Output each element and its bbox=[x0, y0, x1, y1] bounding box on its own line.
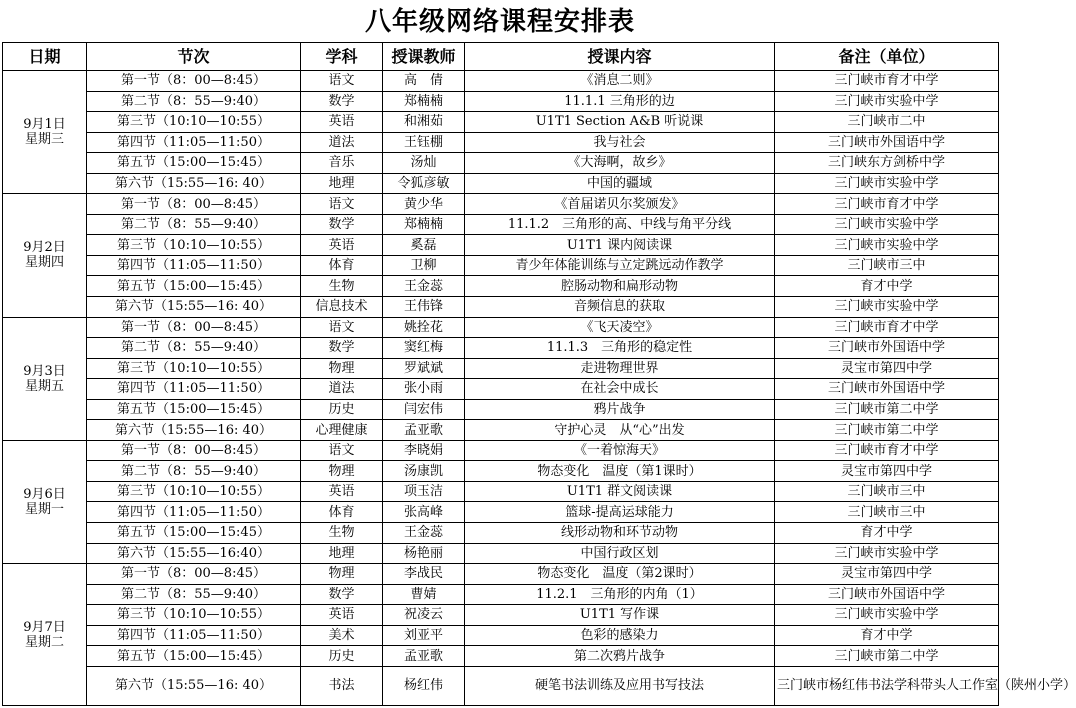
subject-cell: 历史 bbox=[301, 399, 383, 420]
subject-cell: 道法 bbox=[301, 379, 383, 400]
content-cell: 《大海啊，故乡》 bbox=[465, 153, 775, 174]
subject-cell: 地理 bbox=[301, 543, 383, 564]
page-title: 八年级网络课程安排表 bbox=[364, 7, 635, 37]
content-cell: U1T1 群文阅读课 bbox=[465, 481, 775, 502]
subject-cell: 语文 bbox=[301, 317, 383, 338]
teacher-cell: 杨红伟 bbox=[383, 666, 465, 705]
note-cell: 灵宝市第四中学 bbox=[775, 358, 999, 379]
note-cell: 三门峡市外国语中学 bbox=[775, 379, 999, 400]
subject-cell: 音乐 bbox=[301, 153, 383, 174]
date-cell bbox=[3, 317, 87, 440]
subject-cell: 心理健康 bbox=[301, 420, 383, 441]
teacher-cell: 王伟锋 bbox=[383, 297, 465, 318]
table-row bbox=[3, 666, 999, 705]
content-cell: 鸦片战争 bbox=[465, 399, 775, 420]
teacher-cell: 刘亚平 bbox=[383, 625, 465, 646]
subject-cell: 数学 bbox=[301, 338, 383, 359]
content-cell: 篮球-提高运球能力 bbox=[465, 502, 775, 523]
content-cell: 《一着惊海天》 bbox=[465, 440, 775, 461]
period-cell: 第四节（11:05—11:50） bbox=[87, 379, 301, 400]
content-cell: 11.1.1 三角形的边 bbox=[465, 91, 775, 112]
content-cell: 11.1.3 三角形的稳定性 bbox=[465, 338, 775, 359]
table-row bbox=[3, 91, 999, 112]
period-cell: 第三节（10:10—10:55） bbox=[87, 112, 301, 133]
content-cell: 守护心灵 从“心”出发 bbox=[465, 420, 775, 441]
note-cell: 三门峡市实验中学 bbox=[775, 543, 999, 564]
teacher-cell: 窦红梅 bbox=[383, 338, 465, 359]
table-row bbox=[3, 153, 999, 174]
date-label: 9月1日 bbox=[23, 117, 66, 133]
content-cell: 《飞天凌空》 bbox=[465, 317, 775, 338]
table-row bbox=[3, 605, 999, 626]
table-row bbox=[3, 543, 999, 564]
period-cell: 第四节（11:05—11:50） bbox=[87, 502, 301, 523]
teacher-cell: 令狐彦敏 bbox=[383, 173, 465, 194]
period-cell: 第三节（10:10—10:55） bbox=[87, 358, 301, 379]
period-cell: 第四节（11:05—11:50） bbox=[87, 625, 301, 646]
date-cell bbox=[3, 564, 87, 706]
table-row bbox=[3, 71, 999, 92]
note-cell: 三门峡市外国语中学 bbox=[775, 338, 999, 359]
header-date: 日期 bbox=[3, 43, 87, 71]
note-cell: 三门峡市育才中学 bbox=[775, 71, 999, 92]
teacher-cell: 孟亚歌 bbox=[383, 646, 465, 667]
weekday-label: 星期三 bbox=[24, 132, 64, 148]
table-row bbox=[3, 338, 999, 359]
teacher-cell: 和湘茹 bbox=[383, 112, 465, 133]
date-cell bbox=[3, 440, 87, 563]
table-row bbox=[3, 317, 999, 338]
subject-cell: 历史 bbox=[301, 646, 383, 667]
teacher-cell: 姚拴花 bbox=[383, 317, 465, 338]
content-cell: U1T1 Section A&B 听说课 bbox=[465, 112, 775, 133]
schedule-body bbox=[3, 71, 1076, 706]
period-cell: 第二节（8：55—9:40） bbox=[87, 214, 301, 235]
subject-cell: 英语 bbox=[301, 112, 383, 133]
subject-cell: 信息技术 bbox=[301, 297, 383, 318]
teacher-cell: 卫柳 bbox=[383, 255, 465, 276]
content-cell: 我与社会 bbox=[465, 132, 775, 153]
table-row bbox=[3, 255, 999, 276]
period-cell: 第四节（11:05—11:50） bbox=[87, 132, 301, 153]
weekday-label: 星期二 bbox=[24, 634, 64, 650]
date-label: 9月7日 bbox=[23, 619, 66, 635]
teacher-cell: 郑楠楠 bbox=[383, 214, 465, 235]
period-cell: 第五节（15:00—15:45） bbox=[87, 523, 301, 544]
period-cell: 第六节（15:55—16: 40） bbox=[87, 173, 301, 194]
subject-cell: 美术 bbox=[301, 625, 383, 646]
note-cell: 三门峡市实验中学 bbox=[775, 297, 999, 318]
date-cell bbox=[3, 71, 87, 194]
teacher-cell: 杨艳丽 bbox=[383, 543, 465, 564]
note-cell: 三门峡市二中 bbox=[775, 112, 999, 133]
teacher-cell: 王钰棚 bbox=[383, 132, 465, 153]
note-cell: 三门峡市育才中学 bbox=[775, 194, 999, 215]
note-cell: 三门峡市育才中学 bbox=[775, 440, 999, 461]
content-cell: U1T1 写作课 bbox=[465, 605, 775, 626]
date-label: 9月2日 bbox=[23, 240, 66, 256]
teacher-cell: 孟亚歌 bbox=[383, 420, 465, 441]
period-cell: 第一节（8：00—8:45） bbox=[87, 194, 301, 215]
subject-cell: 体育 bbox=[301, 255, 383, 276]
table-row bbox=[3, 214, 999, 235]
teacher-cell: 罗斌斌 bbox=[383, 358, 465, 379]
note-cell: 三门峡市实验中学 bbox=[775, 214, 999, 235]
subject-cell: 地理 bbox=[301, 173, 383, 194]
teacher-cell: 祝凌云 bbox=[383, 605, 465, 626]
content-cell: 《首届诺贝尔奖颁发》 bbox=[465, 194, 775, 215]
teacher-cell: 汤康凯 bbox=[383, 461, 465, 482]
table-row bbox=[3, 420, 999, 441]
period-cell: 第一节（8：00—8:45） bbox=[87, 440, 301, 461]
teacher-cell: 李晓娟 bbox=[383, 440, 465, 461]
subject-cell: 语文 bbox=[301, 440, 383, 461]
period-cell: 第一节（8：00—8:45） bbox=[87, 71, 301, 92]
header-teacher: 授课教师 bbox=[383, 43, 465, 71]
subject-cell: 物理 bbox=[301, 358, 383, 379]
period-cell: 第六节（15:55—16: 40） bbox=[87, 420, 301, 441]
table-row bbox=[3, 584, 999, 605]
teacher-cell: 郑楠楠 bbox=[383, 91, 465, 112]
date-label: 9月6日 bbox=[23, 486, 66, 502]
content-cell: 《消息二则》 bbox=[465, 71, 775, 92]
table-row bbox=[3, 276, 999, 297]
note-cell: 灵宝市第四中学 bbox=[775, 564, 999, 585]
period-cell: 第五节（15:00—15:45） bbox=[87, 646, 301, 667]
note-cell: 三门峡市实验中学 bbox=[775, 605, 999, 626]
note-cell: 三门峡市三中 bbox=[775, 255, 999, 276]
period-cell: 第五节（15:00—15:45） bbox=[87, 153, 301, 174]
note-cell: 三门峡市实验中学 bbox=[775, 173, 999, 194]
subject-cell: 数学 bbox=[301, 214, 383, 235]
table-row bbox=[3, 194, 999, 215]
note-cell: 灵宝市第四中学 bbox=[775, 461, 999, 482]
table-row bbox=[3, 440, 999, 461]
note-cell: 三门峡市杨红伟书法学科带头人工作室（陕州小学） bbox=[775, 666, 999, 705]
period-cell: 第二节（8：55—9:40） bbox=[87, 91, 301, 112]
subject-cell: 物理 bbox=[301, 564, 383, 585]
period-cell: 第三节（10:10—10:55） bbox=[87, 481, 301, 502]
period-cell: 第三节（10:10—10:55） bbox=[87, 605, 301, 626]
content-cell: 走进物理世界 bbox=[465, 358, 775, 379]
content-cell: 线形动物和环节动物 bbox=[465, 523, 775, 544]
table-row bbox=[3, 646, 999, 667]
note-cell: 育才中学 bbox=[775, 276, 999, 297]
content-cell: 青少年体能训练与立定跳远动作教学 bbox=[465, 255, 775, 276]
weekday-label: 星期五 bbox=[24, 378, 64, 394]
note-cell: 三门峡市外国语中学 bbox=[775, 584, 999, 605]
subject-cell: 生物 bbox=[301, 523, 383, 544]
subject-cell: 道法 bbox=[301, 132, 383, 153]
date-label: 9月3日 bbox=[23, 363, 66, 379]
period-cell: 第三节（10:10—10:55） bbox=[87, 235, 301, 256]
note-cell: 三门峡市第二中学 bbox=[775, 646, 999, 667]
table-row bbox=[3, 523, 999, 544]
note-cell: 三门峡市实验中学 bbox=[775, 91, 999, 112]
subject-cell: 体育 bbox=[301, 502, 383, 523]
note-cell: 三门峡市实验中学 bbox=[775, 235, 999, 256]
table-row bbox=[3, 358, 999, 379]
teacher-cell: 项玉洁 bbox=[383, 481, 465, 502]
content-cell: 中国的疆域 bbox=[465, 173, 775, 194]
date-cell bbox=[3, 194, 87, 317]
header-period: 节次 bbox=[87, 43, 301, 71]
teacher-cell: 闫宏伟 bbox=[383, 399, 465, 420]
subject-cell: 数学 bbox=[301, 91, 383, 112]
table-row bbox=[3, 461, 999, 482]
period-cell: 第一节（8：00—8:45） bbox=[87, 564, 301, 585]
table-row bbox=[3, 112, 999, 133]
table-row bbox=[3, 235, 999, 256]
subject-cell: 书法 bbox=[301, 666, 383, 705]
weekday-label: 星期四 bbox=[24, 255, 64, 271]
teacher-cell: 李战民 bbox=[383, 564, 465, 585]
period-cell: 第二节（8：55—9:40） bbox=[87, 584, 301, 605]
table-row bbox=[3, 625, 999, 646]
note-cell: 三门峡市第二中学 bbox=[775, 420, 999, 441]
period-cell: 第四节（11:05—11:50） bbox=[87, 255, 301, 276]
subject-cell: 语文 bbox=[301, 71, 383, 92]
teacher-cell: 高 倩 bbox=[383, 71, 465, 92]
subject-cell: 数学 bbox=[301, 584, 383, 605]
content-cell: 音频信息的获取 bbox=[465, 297, 775, 318]
subject-cell: 英语 bbox=[301, 605, 383, 626]
note-cell: 育才中学 bbox=[775, 625, 999, 646]
content-cell: 11.2.1 三角形的内角（1） bbox=[465, 584, 775, 605]
note-cell: 三门峡市第二中学 bbox=[775, 399, 999, 420]
note-cell: 三门峡市外国语中学 bbox=[775, 132, 999, 153]
content-cell: 中国行政区划 bbox=[465, 543, 775, 564]
period-cell: 第一节（8：00—8:45） bbox=[87, 317, 301, 338]
period-cell: 第二节（8：55—9:40） bbox=[87, 338, 301, 359]
content-cell: 物态变化 温度（第1课时） bbox=[465, 461, 775, 482]
content-cell: 腔肠动物和扁形动物 bbox=[465, 276, 775, 297]
table-row bbox=[3, 564, 999, 585]
table-row bbox=[3, 379, 999, 400]
content-cell: U1T1 课内阅读课 bbox=[465, 235, 775, 256]
teacher-cell: 黄少华 bbox=[383, 194, 465, 215]
content-cell: 硬笔书法训练及应用书写技法 bbox=[465, 666, 775, 705]
table-row bbox=[3, 502, 999, 523]
table-row bbox=[3, 173, 999, 194]
header-note: 备注（单位） bbox=[775, 43, 999, 71]
table-row bbox=[3, 297, 999, 318]
period-cell: 第六节（15:55—16:40） bbox=[87, 543, 301, 564]
content-cell: 物态变化 温度（第2课时） bbox=[465, 564, 775, 585]
teacher-cell: 曹婧 bbox=[383, 584, 465, 605]
header-row bbox=[3, 43, 999, 71]
teacher-cell: 张高峰 bbox=[383, 502, 465, 523]
teacher-cell: 奚磊 bbox=[383, 235, 465, 256]
table-row bbox=[3, 399, 999, 420]
period-cell: 第五节（15:00—15:45） bbox=[87, 399, 301, 420]
teacher-cell: 汤灿 bbox=[383, 153, 465, 174]
subject-cell: 英语 bbox=[301, 481, 383, 502]
period-cell: 第五节（15:00—15:45） bbox=[87, 276, 301, 297]
subject-cell: 语文 bbox=[301, 194, 383, 215]
subject-cell: 生物 bbox=[301, 276, 383, 297]
teacher-cell: 王金蕊 bbox=[383, 523, 465, 544]
table-row bbox=[3, 132, 999, 153]
content-cell: 在社会中成长 bbox=[465, 379, 775, 400]
subject-cell: 英语 bbox=[301, 235, 383, 256]
period-cell: 第二节（8：55—9:40） bbox=[87, 461, 301, 482]
period-cell: 第六节（15:55—16: 40） bbox=[87, 297, 301, 318]
note-cell: 育才中学 bbox=[775, 523, 999, 544]
note-cell: 三门峡市三中 bbox=[775, 502, 999, 523]
period-cell: 第六节（15:55—16: 40） bbox=[87, 666, 301, 705]
weekday-label: 星期一 bbox=[24, 501, 64, 517]
table-row bbox=[3, 481, 999, 502]
subject-cell: 物理 bbox=[301, 461, 383, 482]
content-cell: 第二次鸦片战争 bbox=[465, 646, 775, 667]
content-cell: 11.1.2 三角形的高、中线与角平分线 bbox=[465, 214, 775, 235]
note-cell: 三门峡东方剑桥中学 bbox=[775, 153, 999, 174]
header-subject: 学科 bbox=[301, 43, 383, 71]
note-cell: 三门峡市育才中学 bbox=[775, 317, 999, 338]
note-cell: 三门峡市三中 bbox=[775, 481, 999, 502]
schedule-table bbox=[2, 42, 1076, 706]
content-cell: 色彩的感染力 bbox=[465, 625, 775, 646]
teacher-cell: 王金蕊 bbox=[383, 276, 465, 297]
teacher-cell: 张小雨 bbox=[383, 379, 465, 400]
header-content: 授课内容 bbox=[465, 43, 775, 71]
